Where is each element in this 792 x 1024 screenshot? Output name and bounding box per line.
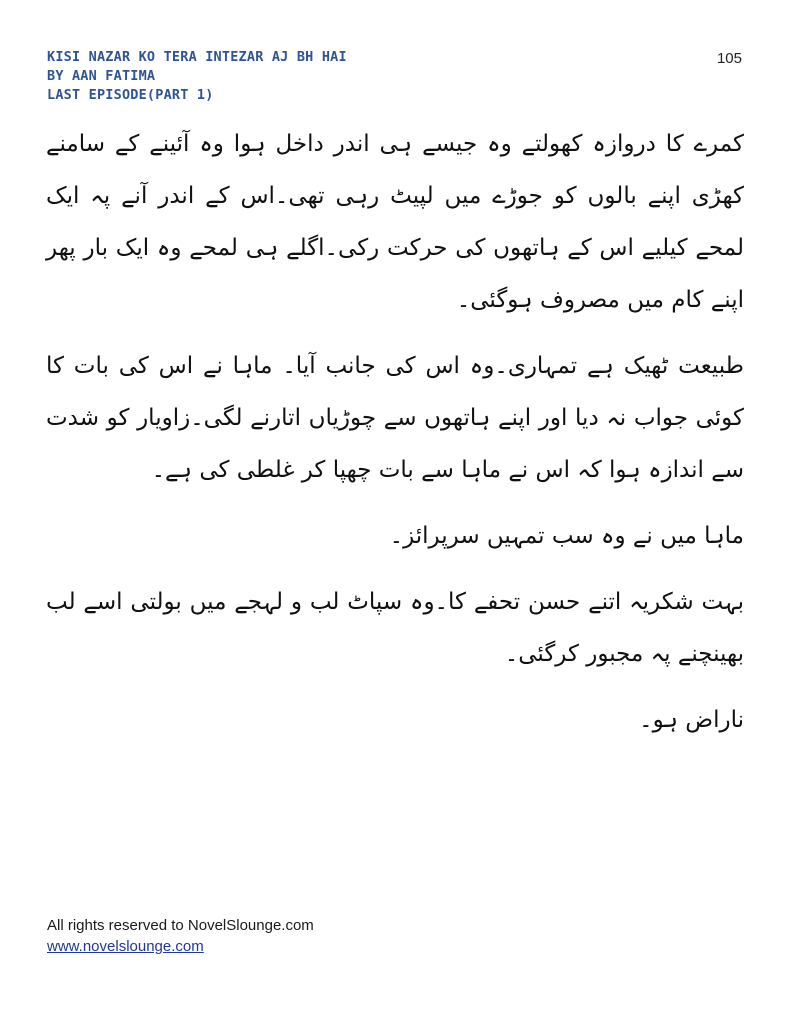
website-link[interactable]: www.novelslounge.com [47, 938, 204, 955]
paragraph-1: کمرے کا دروازہ کھولتے وہ جیسے ہی اندر داخل ہوا وہ آئینے کے سامنے کھڑی اپنے بالوں کو جوڑے میں لپیٹ رہی تھی۔اس کے اندر آنے پہ ایک لمحے کیلیے اس کے ہاتھوں کی حرکت رکی۔اگلے ہی لمحے وہ ایک بار پھر اپنے کام میں مصروف ہوگئی۔ [46, 131, 744, 313]
document-header [47, 48, 347, 105]
novel-title: KISI NAZAR KO TERA INTEZAR AJ BH HAI [47, 49, 347, 65]
author-line: BY AAN FATIMA [47, 68, 156, 84]
paragraph-4: بہت شکریہ اتنے حسن تحفے کا۔وہ سپاٹ لب و لہجے میں بولتی اسے لب بھینچنے پہ مجبور کرگئی۔ [46, 589, 744, 667]
page-number: 105 [716, 50, 742, 67]
paragraph-3: ماہا میں نے وہ سب تمہیں سرپرائز۔ [389, 523, 744, 549]
paragraph-5: ناراض ہو۔ [639, 707, 744, 733]
paragraph-2: طبیعت ٹھیک ہے تمہاری۔وہ اس کی جانب آیا۔ ماہا نے اس کی بات کا کوئی جواب نہ دیا اور اپنے ہاتھوں سے چوڑیاں اتارنے لگی۔زاویار کو شدت سے اندازہ ہوا کہ اس نے ماہا سے بات چھپا کر غلطی کی ہے۔ [46, 353, 744, 483]
story-body [46, 118, 744, 760]
episode-line: LAST EPISODE(PART 1) [47, 87, 214, 103]
document-footer [47, 915, 314, 957]
rights-notice: All rights reserved to NovelSlounge.com [47, 917, 314, 934]
